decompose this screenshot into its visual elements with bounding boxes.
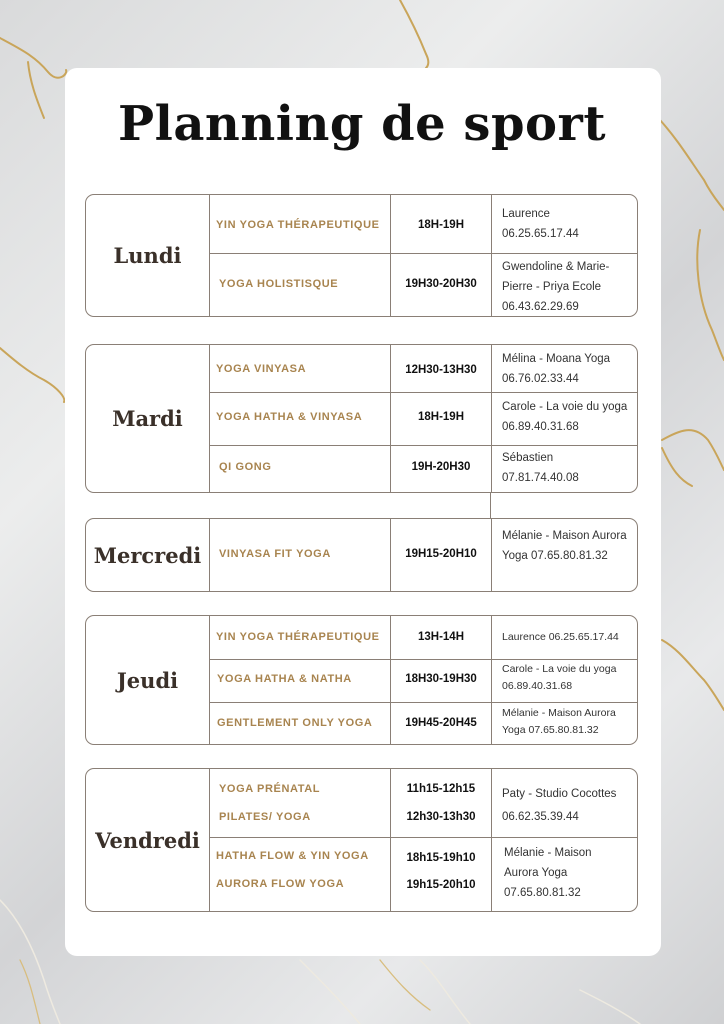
- contact-info: Laurence 06.25.65.17.44: [502, 208, 579, 240]
- class-name: YOGA HATHA & NATHA: [217, 673, 352, 685]
- contact-info: Mélanie - Maison Aurora Yoga 07.65.80.81.32: [502, 707, 616, 736]
- divider: [491, 519, 492, 591]
- divider: [491, 769, 492, 911]
- class-time: 18H30-19H30: [405, 673, 477, 685]
- divider: [209, 769, 210, 911]
- class-name: YIN YOGA THÉRAPEUTIQUE: [216, 631, 380, 643]
- divider: [209, 345, 210, 492]
- divider: [490, 493, 491, 519]
- page-title: Planning de sport: [117, 96, 606, 152]
- divider: [209, 519, 210, 591]
- divider: [491, 345, 492, 492]
- day-block-lundi: [85, 194, 638, 317]
- class-name: QI GONG: [219, 461, 272, 473]
- class-time: 19h15-20h10: [406, 879, 476, 891]
- divider: [390, 195, 391, 316]
- row-divider: [209, 392, 637, 393]
- row-divider: [209, 253, 637, 254]
- day-label: Lundi: [113, 243, 182, 268]
- day-label: Vendredi: [95, 827, 200, 853]
- class-time: 19H30-20H30: [405, 278, 477, 290]
- row-divider: [209, 445, 637, 446]
- class-time: 12h30-13h30: [406, 811, 476, 823]
- day-block-mardi: [85, 344, 638, 493]
- contact-info: Laurence 06.25.65.17.44: [502, 631, 619, 643]
- divider: [209, 195, 210, 316]
- contact-info: Mélina - Moana Yoga 06.76.02.33.44: [502, 353, 611, 385]
- class-name: HATHA FLOW & YIN YOGA: [216, 850, 369, 862]
- contact-info: Mélanie - Maison Aurora Yoga 07.65.80.81.32: [504, 847, 592, 899]
- class-name: YOGA PRÉNATAL: [219, 783, 321, 795]
- class-name: PILATES/ YOGA: [219, 811, 311, 823]
- divider: [209, 616, 210, 744]
- contact-info: Paty - Studio Cocottes 06.62.35.39.44: [502, 788, 617, 823]
- day-block-vendredi: [85, 768, 638, 912]
- contact-info: Sébastien 07.81.74.40.08: [502, 452, 579, 484]
- class-time: 19H15-20H10: [405, 548, 477, 560]
- class-name: YOGA HOLISTISQUE: [219, 278, 339, 290]
- day-label: Mercredi: [93, 542, 202, 568]
- class-time: 19H-20H30: [411, 461, 471, 473]
- class-time: 13H-14H: [417, 631, 465, 643]
- class-name: AURORA FLOW YOGA: [216, 878, 345, 890]
- class-time: 18H-19H: [417, 219, 465, 231]
- class-name: YIN YOGA THÉRAPEUTIQUE: [216, 219, 380, 231]
- day-label: Jeudi: [116, 667, 179, 693]
- contact-info: Gwendoline & Marie-Pierre - Priya Ecole 06.43.62.29.69: [502, 261, 610, 313]
- class-name: VINYASA FIT YOGA: [219, 548, 331, 560]
- day-block-mercredi: [85, 518, 638, 592]
- class-time: 18H-19H: [417, 411, 465, 423]
- row-divider: [209, 702, 637, 703]
- divider: [491, 616, 492, 744]
- class-time: 11h15-12h15: [406, 783, 476, 795]
- class-time: 19H45-20H45: [405, 717, 477, 729]
- class-name: GENTLEMENT ONLY YOGA: [217, 717, 373, 729]
- contact-info: Carole - La voie du yoga 06.89.40.31.68: [502, 663, 617, 692]
- row-divider: [209, 659, 637, 660]
- class-time: 18h15-19h10: [406, 852, 476, 864]
- row-divider: [209, 837, 637, 838]
- class-name: YOGA VINYASA: [216, 363, 307, 375]
- contact-info: Carole - La voie du yoga 06.89.40.31.68: [502, 401, 628, 433]
- day-label: Mardi: [112, 406, 183, 431]
- divider: [491, 195, 492, 316]
- day-block-jeudi: [85, 615, 638, 745]
- class-name: YOGA HATHA & VINYASA: [216, 411, 363, 423]
- class-time: 12H30-13H30: [405, 364, 477, 376]
- contact-info: Mélanie - Maison Aurora Yoga 07.65.80.81.32: [502, 530, 627, 562]
